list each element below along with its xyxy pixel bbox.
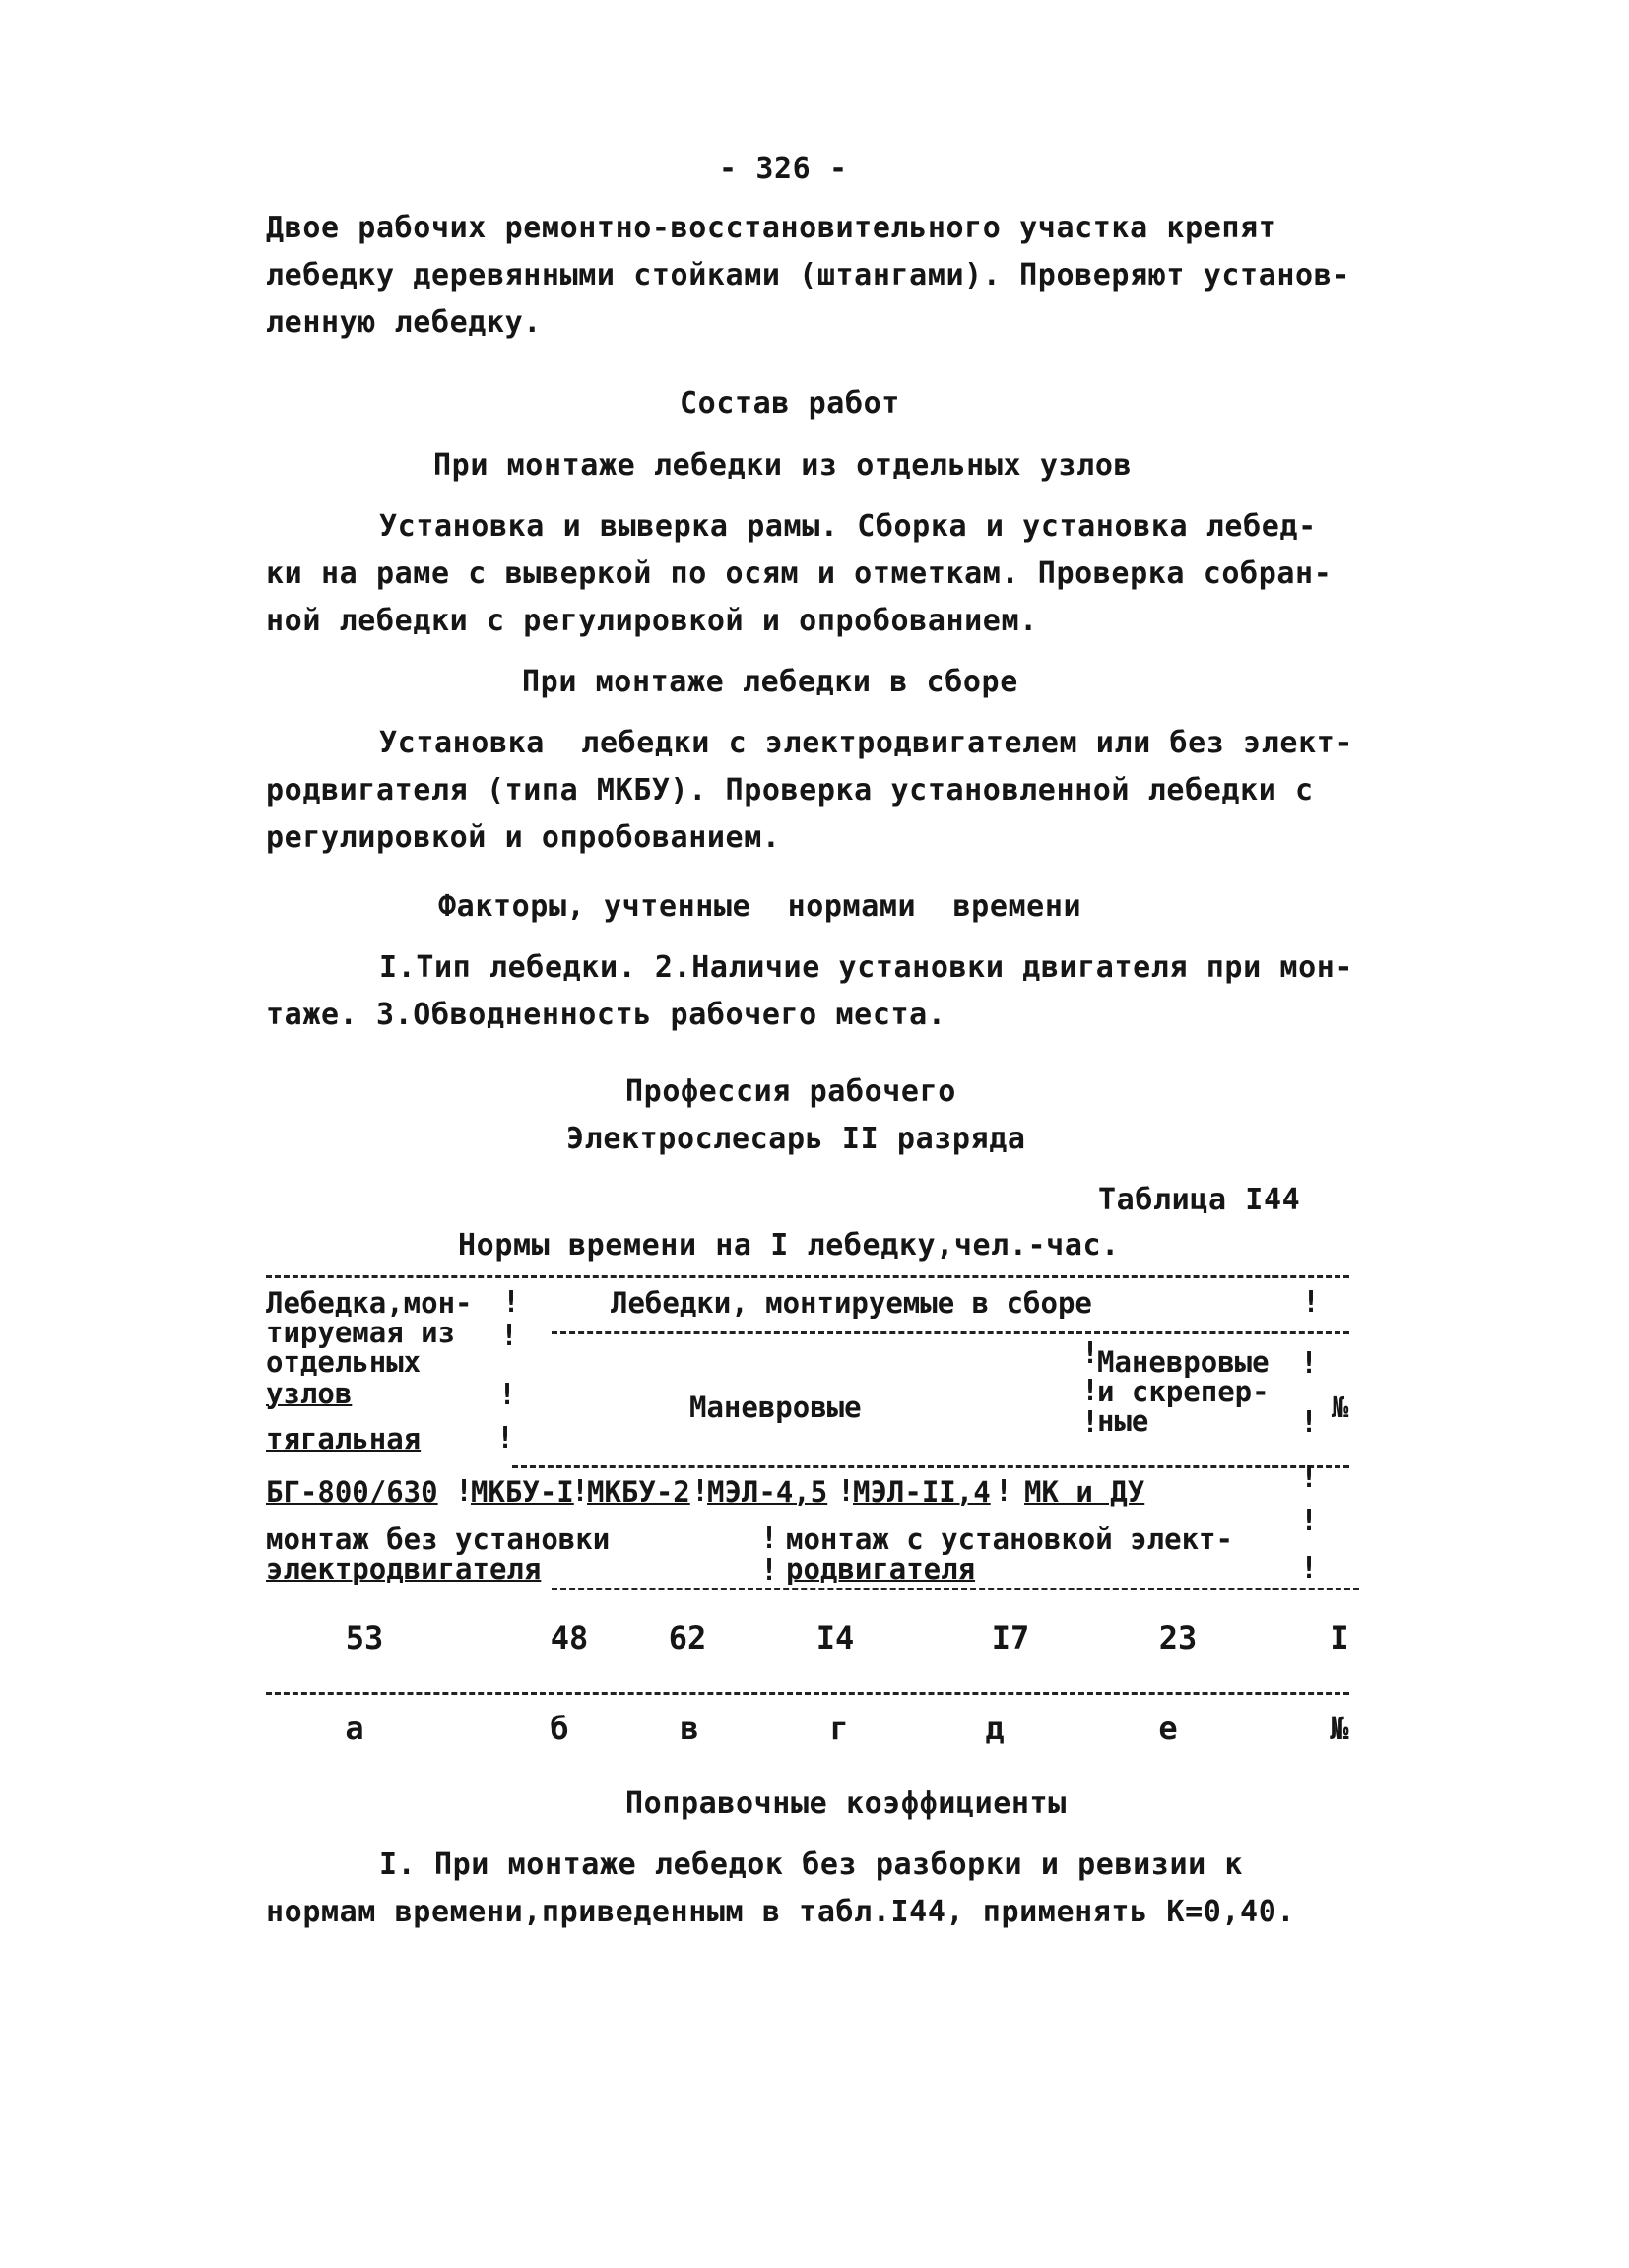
model-mkbu-2: МКБУ-2: [587, 1475, 690, 1509]
corrections-line-1: I. При монтаже лебедок без разборки и ревизии к: [379, 1847, 1244, 1882]
model-mel-11-4: МЭЛ-II,4: [853, 1475, 991, 1509]
column-letter-a: а: [345, 1710, 364, 1747]
separator-mark: !: [1300, 1460, 1319, 1495]
header-separate-line-4: узлов: [266, 1377, 353, 1410]
factors-heading: Факторы, учтенные нормами времени: [438, 889, 1082, 924]
intro-line-2: лебедку деревянными стойками (штангами). Проверяют установ-: [266, 258, 1351, 292]
header-row-number: №: [1332, 1391, 1349, 1424]
header-block-rule: [552, 1588, 1359, 1590]
table-caption: Нормы времени на I лебедку,чел.-час.: [458, 1228, 1120, 1263]
header-separate-line-3: отдельных: [266, 1345, 422, 1379]
header-separate-line-2: тируемая из: [266, 1316, 456, 1349]
value-e: 23: [1158, 1619, 1198, 1656]
section-2-line-3: регулировкой и опробованием.: [266, 820, 781, 855]
separator-mark: !: [498, 1378, 517, 1412]
separator-mark: !: [502, 1285, 521, 1320]
section-2-heading: При монтаже лебедки в сборе: [522, 665, 1018, 699]
mounting-without-line-2: электродвигателя: [266, 1552, 542, 1586]
factors-line-2: таже. 3.Обводненность рабочего места.: [266, 998, 946, 1032]
separator-mark: !: [1081, 1336, 1100, 1371]
separator-mark: !: [691, 1474, 710, 1509]
page-number: - 326 -: [719, 152, 848, 186]
separator-mark: !: [1302, 1285, 1321, 1320]
column-letter-v: в: [680, 1710, 699, 1747]
header-maneuver-scraper-line-3: ные: [1097, 1404, 1149, 1438]
section-2-line-2: родвигателя (типа МКБУ). Проверка установленной лебедки с: [266, 773, 1314, 808]
column-letter-g: г: [829, 1710, 849, 1747]
corrections-line-2: нормам времени,приведенным в табл.I44, применять К=0,40.: [266, 1895, 1296, 1929]
separator-mark: !: [995, 1474, 1013, 1509]
header-assembled-group: Лебедки, монтируемые в сборе: [611, 1286, 1092, 1320]
value-b: 48: [550, 1619, 589, 1656]
model-mkbu-1: МКБУ-I: [471, 1475, 574, 1509]
letters-top-rule: [266, 1692, 1349, 1695]
header-maneuver: Маневровые: [689, 1391, 862, 1424]
mounting-with-line-2: родвигателя: [786, 1552, 976, 1586]
section-1-heading: При монтаже лебедки из отдельных узлов: [433, 448, 1133, 483]
column-letter-e: е: [1158, 1710, 1178, 1747]
separator-mark: !: [760, 1522, 779, 1556]
model-mel-4-5: МЭЛ-4,5: [707, 1475, 828, 1509]
corrections-heading: Поправочные коэффициенты: [625, 1786, 1067, 1821]
section-1-line-1: Установка и выверка рамы. Сборка и установка лебед-: [379, 509, 1317, 544]
separator-mark: !: [496, 1421, 515, 1456]
mounting-with-line-1: монтаж с установкой элект-: [786, 1523, 1233, 1556]
header-group-rule: [552, 1331, 1349, 1334]
separator-mark: !: [1300, 1346, 1319, 1381]
intro-line-3: ленную лебедку.: [266, 305, 542, 340]
intro-line-1: Двое рабочих ремонтно-восстановительного участка крепят: [266, 211, 1277, 245]
header-separate-line-1: Лебедка,мон-: [266, 1286, 473, 1320]
section-1-line-2: ки на раме с выверкой по осям и отметкам. Проверка собран-: [266, 556, 1333, 591]
header-bottom-rule: [512, 1465, 1349, 1468]
value-d: I7: [991, 1619, 1030, 1656]
table-top-rule: [266, 1275, 1349, 1278]
profession-value: Электрослесарь II разряда: [566, 1122, 1026, 1156]
section-1-line-3: ной лебедки с регулировкой и опробованием.: [266, 604, 1038, 638]
value-g: I4: [815, 1619, 855, 1656]
separator-mark: !: [1300, 1551, 1319, 1586]
header-maneuver-scraper-line-2: и скрепер-: [1097, 1375, 1270, 1408]
separator-mark: !: [1300, 1504, 1319, 1538]
model-mk-du: МК и ДУ: [1024, 1475, 1145, 1509]
separator-mark: !: [1081, 1374, 1100, 1408]
separator-mark: !: [455, 1474, 474, 1509]
profession-heading: Профессия рабочего: [625, 1074, 956, 1109]
separator-mark: !: [760, 1553, 779, 1588]
table-label: Таблица I44: [1098, 1183, 1301, 1217]
header-maneuver-scraper-line-1: Маневровые: [1097, 1345, 1270, 1379]
separator-mark: !: [837, 1474, 856, 1509]
section-2-line-1: Установка лебедки с электродвигателем или без элект-: [379, 726, 1354, 760]
separator-mark: !: [1081, 1405, 1100, 1440]
column-letter-d: д: [985, 1710, 1005, 1747]
mounting-without-line-1: монтаж без установки: [266, 1523, 611, 1556]
column-letter-b: б: [550, 1710, 569, 1747]
value-a: 53: [345, 1619, 384, 1656]
header-separate-line-5: тягальная: [266, 1422, 422, 1456]
value-v: 62: [668, 1619, 707, 1656]
row-number-value: I: [1330, 1619, 1349, 1656]
separator-mark: !: [1300, 1405, 1319, 1440]
letters-row-number: №: [1330, 1710, 1349, 1747]
separator-mark: !: [571, 1474, 590, 1509]
factors-line-1: I.Тип лебедки. 2.Наличие установки двигателя при мон-: [379, 950, 1354, 985]
model-bg-800-630: БГ-800/630: [266, 1475, 438, 1509]
composition-title: Состав работ: [680, 386, 900, 421]
separator-mark: !: [500, 1319, 519, 1353]
